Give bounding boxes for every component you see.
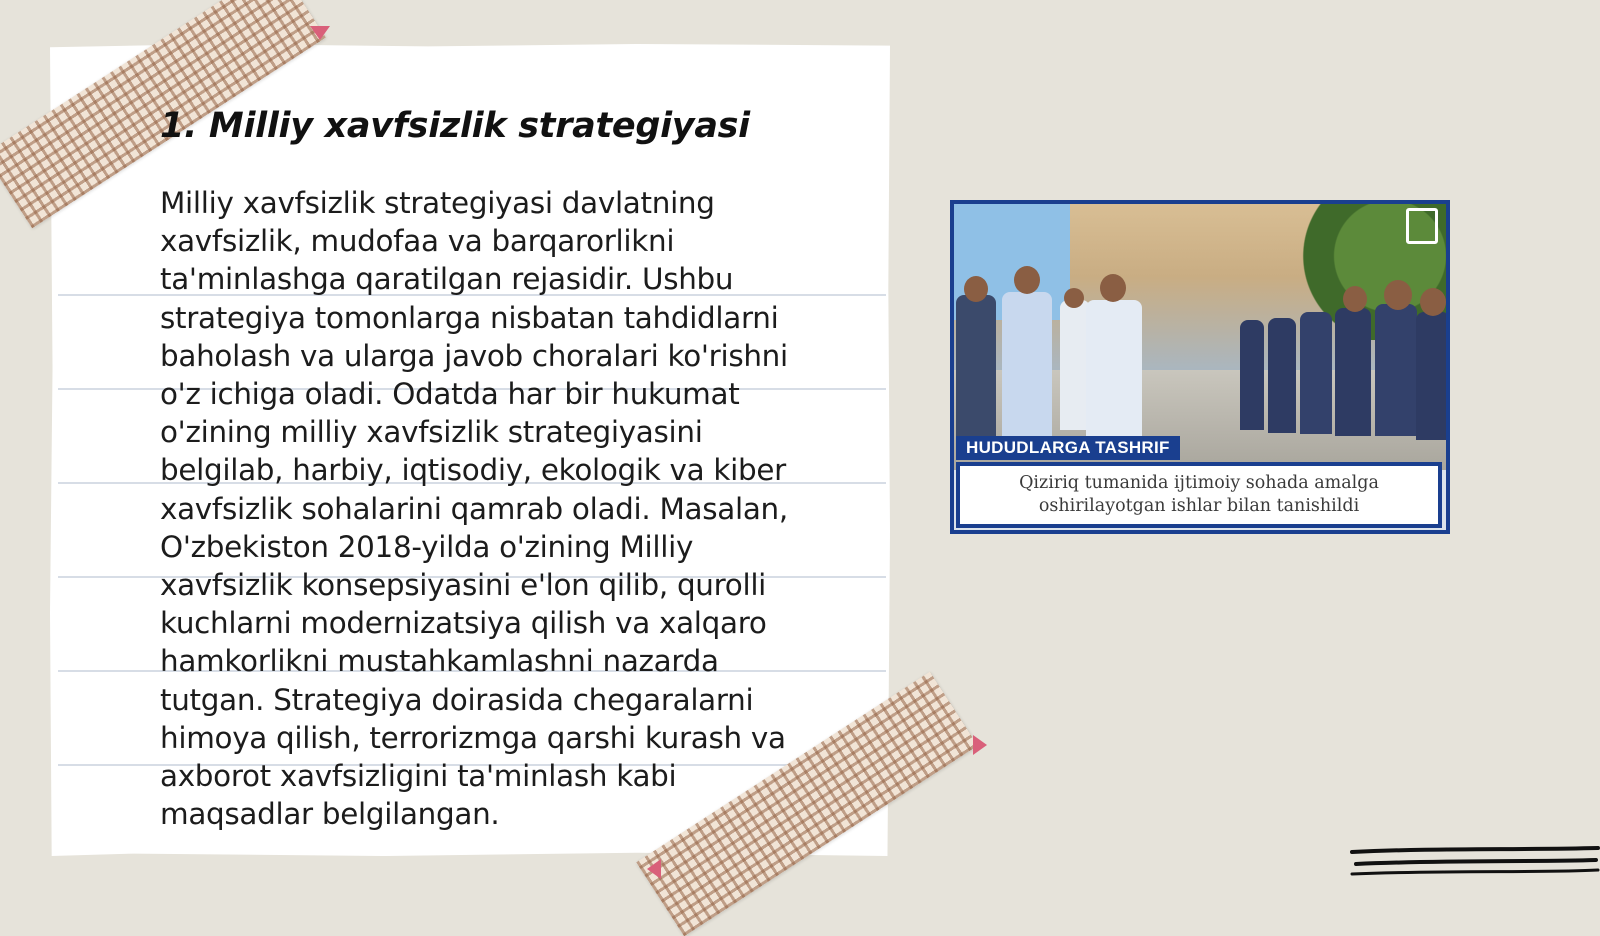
- photo-person: [1335, 308, 1371, 436]
- photo-person: [1268, 318, 1296, 433]
- photo-head: [1064, 288, 1084, 308]
- news-caption: [956, 462, 1442, 528]
- slide-title: 1. Milliy xavfsizlik strategiyasi: [160, 106, 750, 146]
- photo-head: [1100, 274, 1126, 302]
- photo-person: [1240, 320, 1264, 430]
- photo-person: [1375, 304, 1417, 436]
- news-photo: [950, 200, 1450, 534]
- channel-logo-icon: [1406, 208, 1438, 244]
- news-tag: HUDUDLARGA TASHRIF: [956, 436, 1180, 460]
- photo-head: [1384, 280, 1412, 310]
- slide-body-text: Milliy xavfsizlik strategiyasi davlatning xavfsizlik, mudofaa va barqarorlikni ta'minlashga qaratilgan rejasidir. Ushbu strategiya tomonlarga nisbatan tahdidlarni baholash va ularga javob choralari ko'rishni o'z ichiga oladi. Odatda har bir hukumat o'zining milliy xavfsizlik strategiyasini belgilab, harbiy, iqtisodiy, ekologik va kiber xavfsizlik sohalarini qamrab oladi. Masalan, O'zbekiston 2018-yilda o'zining Milliy xavfsizlik konsepsiyasini e'lon qilib, qurolli kuchlarni modernizatsiya qilish va xalqaro hamkorlikni mustahkamlashni nazarda tutgan. Strategiya doirasida chegaralarni himoya qilish, terrorizmga qarshi kurash va axborot xavfsizligini ta'minlash kabi maqsadlar belgilangan.: [160, 186, 788, 832]
- photo-head: [1014, 266, 1040, 294]
- photo-person: [1002, 292, 1052, 442]
- photo-head: [964, 276, 988, 302]
- photo-person: [956, 295, 996, 445]
- scribble-lines-icon: [1350, 846, 1600, 890]
- photo-person: [1086, 300, 1142, 445]
- pin-icon: [973, 735, 987, 755]
- photo-person: [1416, 312, 1450, 440]
- pin-icon: [310, 26, 330, 40]
- pin-icon: [647, 859, 661, 879]
- photo-head: [1420, 288, 1446, 316]
- photo-person: [1300, 312, 1332, 434]
- news-caption-line-2: oshirilayotgan ishlar bilan tanishildi: [1038, 496, 1360, 516]
- photo-head: [1343, 286, 1367, 312]
- news-caption-line-1: Qiziriq tumanida ijtimoiy sohada amalga: [1019, 473, 1379, 493]
